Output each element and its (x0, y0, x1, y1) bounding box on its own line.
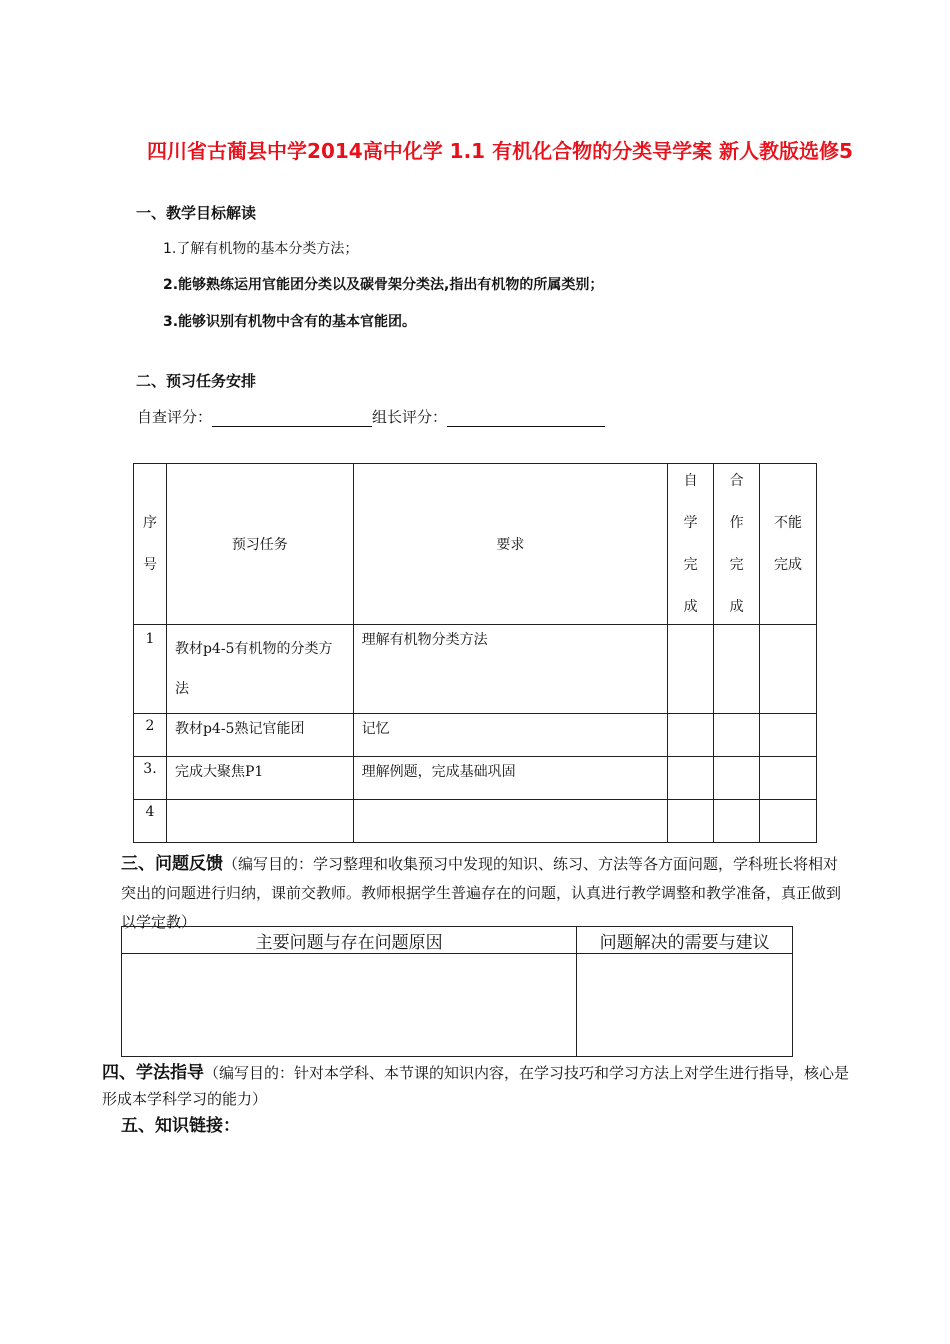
table-header-row (134, 464, 817, 625)
row-fail-check[interactable] (760, 800, 817, 843)
row-task: 完成大聚焦P1 (166, 757, 353, 800)
feedback-body-row (122, 954, 793, 1057)
section4-heading: 四、学法指导 (102, 1063, 204, 1083)
row-self-check[interactable] (668, 757, 714, 800)
objective-3: 3.能够识别有机物中含有的基本官能团。 (163, 314, 417, 330)
preview-task-table (133, 463, 817, 843)
feedback-col-problems: 主要问题与存在问题原因 (122, 927, 577, 954)
section4-paragraph (102, 1060, 852, 1112)
section4-text: （编写目的：针对本学科、本节课的知识内容，在学习技巧和学习方法上对学生进行指导，核心是形成本学科学习的能力） (102, 1064, 850, 1108)
row-coop-check[interactable] (714, 757, 760, 800)
row-num: 3. (134, 757, 167, 800)
leader-score-blank[interactable] (447, 412, 605, 427)
document-title: 四川省古蔺县中学2014高中化学 1.1 有机化合物的分类导学案 新人教版选修5 (147, 139, 853, 163)
row-fail-check[interactable] (760, 625, 817, 714)
table-row (134, 757, 817, 800)
section3-text: （编写目的：学习整理和收集预习中发现的知识、练习、方法等各方面问题，学科班长将相对突出的问题进行归纳，课前交教师。教师根据学生普遍存在的问题，认真进行教学调整和教学准备，真正做到以学定教） (121, 855, 842, 931)
feedback-col-suggestions: 问题解决的需要与建议 (577, 927, 793, 954)
section3-heading: 三、问题反馈 (121, 854, 223, 874)
section5-heading: 五、知识链接： (121, 1116, 240, 1136)
row-num: 4 (134, 800, 167, 843)
header-task: 预习任务 (166, 464, 353, 625)
header-req: 要求 (353, 464, 667, 625)
row-fail-check[interactable] (760, 757, 817, 800)
section1-heading: 一、教学目标解读 (136, 204, 257, 222)
row-coop-check[interactable] (714, 625, 760, 714)
row-num: 2 (134, 714, 167, 757)
header-coop: 合 作 完 成 (714, 464, 760, 625)
table-row (134, 625, 817, 714)
row-fail-check[interactable] (760, 714, 817, 757)
feedback-header-row (122, 927, 793, 954)
row-task (166, 800, 353, 843)
row-req: 记忆 (353, 714, 667, 757)
row-coop-check[interactable] (714, 800, 760, 843)
header-fail: 不能 完成 (760, 464, 817, 625)
header-num: 序 号 (134, 464, 167, 625)
self-score-blank[interactable] (212, 412, 372, 427)
row-coop-check[interactable] (714, 714, 760, 757)
row-self-check[interactable] (668, 714, 714, 757)
table-row (134, 714, 817, 757)
table-row (134, 800, 817, 843)
row-req: 理解例题，完成基础巩固 (353, 757, 667, 800)
self-score-label: 自查评分： (137, 408, 213, 426)
feedback-problems-cell[interactable] (122, 954, 577, 1057)
section2-heading: 二、预习任务安排 (136, 372, 257, 390)
feedback-table (121, 926, 793, 1057)
objective-2: 2.能够熟练运用官能团分类以及碳骨架分类法,指出有机物的所属类别； (163, 277, 604, 293)
row-task: 教材p4-5熟记官能团 (166, 714, 353, 757)
row-task: 教材p4-5有机物的分类方法 (166, 625, 353, 714)
feedback-suggestions-cell[interactable] (577, 954, 793, 1057)
row-self-check[interactable] (668, 625, 714, 714)
score-line (137, 406, 605, 427)
leader-score-label: 组长评分： (372, 408, 448, 426)
row-self-check[interactable] (668, 800, 714, 843)
row-num: 1 (134, 625, 167, 714)
row-req (353, 800, 667, 843)
objective-1: 1.了解有机物的基本分类方法； (163, 241, 359, 257)
row-req: 理解有机物分类方法 (353, 625, 667, 714)
section3-paragraph (121, 850, 851, 937)
header-self: 自 学 完 成 (668, 464, 714, 625)
